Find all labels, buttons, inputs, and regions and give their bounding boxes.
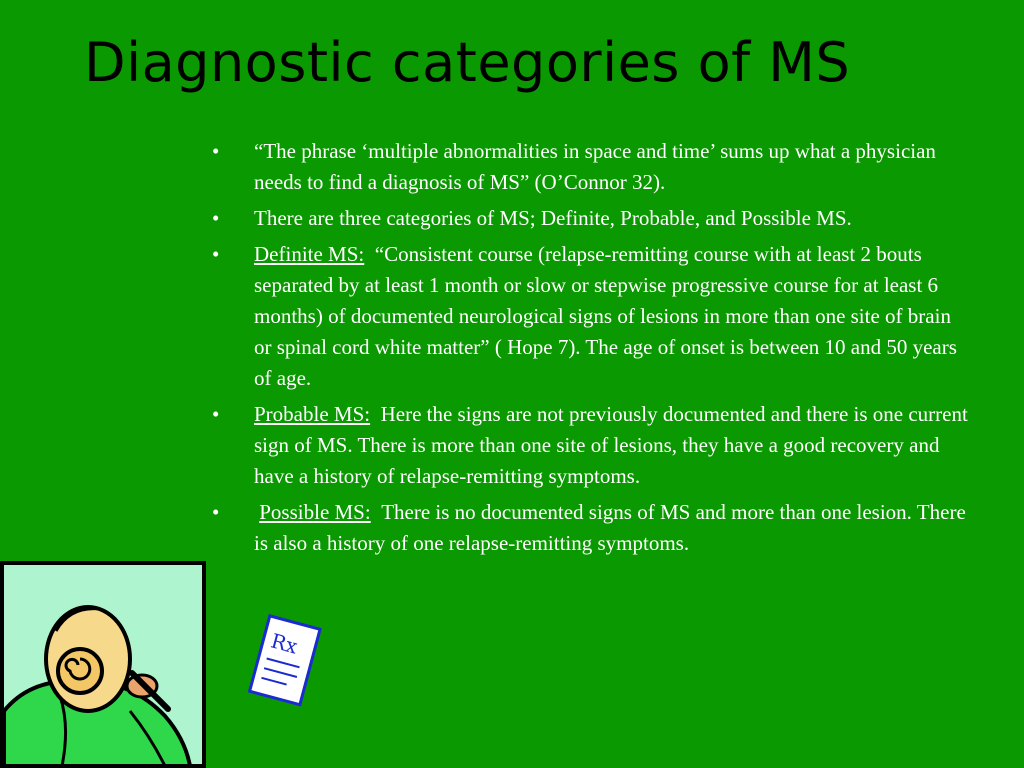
bullet-text: “The phrase ‘multiple abnormalities in space and time’ sums up what a physician needs to find a diagnosis of MS” (O’Connor 32). (254, 139, 936, 194)
svg-text:Rx: Rx (268, 628, 301, 659)
bullet-text: “Consistent course (relapse-remitting course with at least 2 bouts separated by at least 1 month or slow or stepwise progressive course for at least 6 months) of documented neurological signs of lesions in more than one site of brain or spinal cord white matter” ( Hope 7). The age of onset is between 10 and 50 years of age. (254, 242, 957, 390)
bullet-marker: • (212, 500, 220, 524)
bullet-item-probable (212, 399, 972, 492)
bullet-item-1 (212, 136, 972, 198)
slide-title: Diagnostic categories of MS (84, 31, 851, 94)
bullet-marker: • (212, 139, 220, 163)
bullet-text: Here the signs are not previously documented and there is one current sign of MS. There is more than one site of lesions, they have a good recovery and have a history of relapse-remitting symptoms. (254, 402, 968, 488)
doctor-writing-prescription-icon (0, 561, 301, 768)
bullet-marker: • (212, 402, 220, 426)
bullet-item-2 (212, 203, 972, 234)
bullet-marker: • (212, 242, 220, 266)
bullet-text: There is no documented signs of MS and more than one lesion. There is also a history of one relapse-remitting symptoms. (254, 500, 966, 555)
bullet-list (212, 136, 972, 564)
bullet-marker: • (212, 206, 220, 230)
bullet-label-definite: Definite MS: (254, 242, 365, 266)
bullet-text: There are three categories of MS; Definite, Probable, and Possible MS. (254, 206, 852, 230)
bullet-label-possible: Possible MS: (259, 500, 371, 524)
bullet-item-definite (212, 239, 972, 394)
prescription-paper (250, 616, 320, 705)
bullet-label-probable: Probable MS: (254, 402, 371, 426)
bullet-item-possible (212, 497, 972, 559)
